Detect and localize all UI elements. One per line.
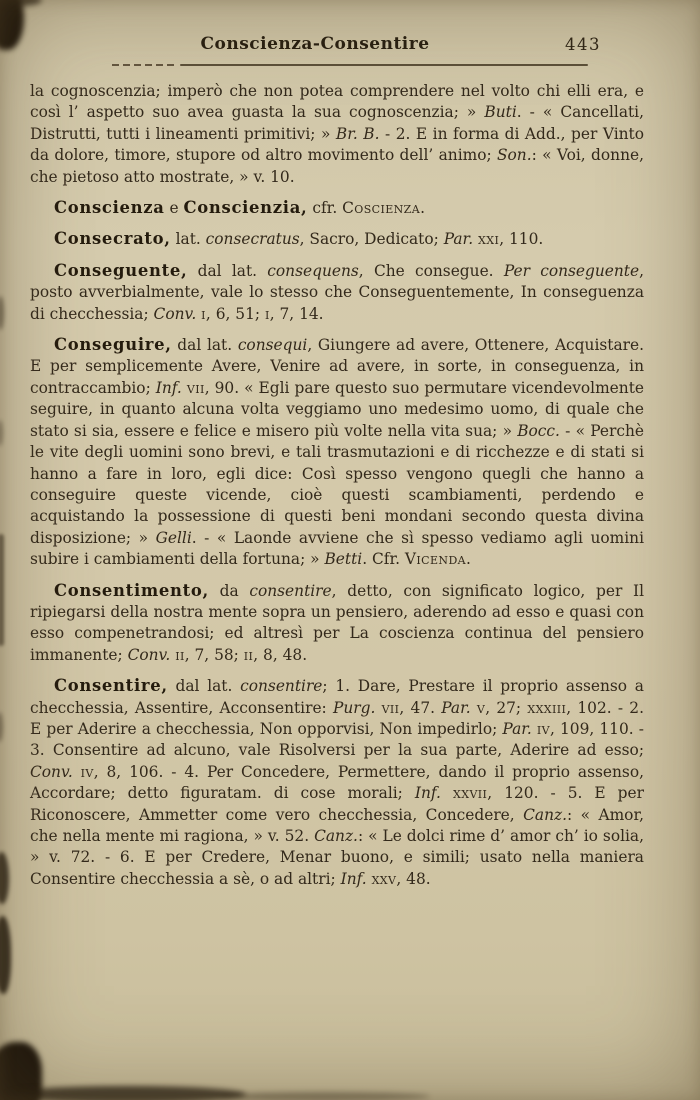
text-run xyxy=(73,763,81,781)
scan-smear-bottom-edge-1 xyxy=(8,1086,246,1100)
text-run: Par. xyxy=(443,230,474,249)
text-run: Conv. xyxy=(30,762,73,781)
text-run: Son. xyxy=(497,146,532,165)
text-run: Per conseguente xyxy=(503,261,640,280)
text-run: . - « Cancellati, Distrutti, tutti i lineamenti primitivi; » xyxy=(30,103,644,143)
text-run: , 120. - 5. E per Riconoscere, Ammetter come vero checchessia, Concedere, xyxy=(30,784,644,824)
text-run: : « Amor, che nella mente mi ragiona, » v. 52. xyxy=(30,805,645,845)
text-run: Bocc. xyxy=(517,421,560,440)
text-run: , 102. - 2. E per Aderire a checchessia, Non opporvisi, Non impedirlo; xyxy=(30,698,644,738)
text-run: xxvii xyxy=(452,784,488,803)
text-run: , Sacro, Dedicato; xyxy=(299,230,444,249)
text-run: Gelli xyxy=(155,528,192,547)
text-run: , 7, 58; xyxy=(184,645,244,664)
text-run: consentire xyxy=(240,677,323,696)
text-run: , 47. xyxy=(399,698,442,717)
text-run: dal lat. xyxy=(187,261,268,280)
scan-streak-left-edge-4 xyxy=(0,712,3,742)
entry-headword: Conseguire, xyxy=(54,335,172,355)
text-run: . Cfr. xyxy=(362,550,405,569)
text-run: Betti xyxy=(324,550,363,569)
entry-headword: Consentimento, xyxy=(54,580,209,600)
text-run: consequens xyxy=(267,261,359,280)
text-run: xxxiii xyxy=(527,698,567,717)
page-body xyxy=(30,81,644,890)
text-run: - 2. E in forma di Add., per Vinto da dolore, timore, stupore od altro movimento dell’ animo; xyxy=(30,124,644,165)
text-run: Purg. xyxy=(332,698,376,717)
entry-headword: Consecrato, xyxy=(54,229,171,249)
text-run: , detto, con significato logico, per Il ripiegarsi della nostra mente sopra un pensiero, aderendo ad esso e quasi con esso compenetrandosi; ed altresì per La coscienza continua del pensiero immanente; xyxy=(30,581,644,664)
paragraph-continuation xyxy=(30,81,644,188)
entry-conseguire xyxy=(30,334,644,570)
text-run: , 6, 51; xyxy=(205,304,265,323)
entry-consentimento xyxy=(30,580,644,667)
text-run: lat. xyxy=(170,230,206,249)
text-run: Br. B. xyxy=(335,124,380,143)
text-run: Buti xyxy=(484,103,517,122)
text-run: ii xyxy=(175,645,185,664)
scan-blotch-left-edge-1 xyxy=(0,852,9,904)
scan-stain-bottom-left-corner xyxy=(0,1042,42,1100)
text-run: i xyxy=(201,304,206,323)
text-run: e xyxy=(164,199,184,218)
text-run: Par. xyxy=(441,698,471,717)
text-run: . xyxy=(466,550,471,569)
text-run: Inf. xyxy=(340,869,367,888)
text-run: , 8, 48. xyxy=(253,645,308,664)
entry-headword: Conscienzia, xyxy=(183,198,308,218)
text-run: consequi xyxy=(237,336,308,355)
entry-headword: Consentire, xyxy=(54,676,168,696)
text-run: Canz. xyxy=(523,805,567,824)
text-run: la cognoscenzia; imperò che non potea comprendere nel volto chi elli era, e così l’ aspetto suo avea guasta la sua cognoscenzia; » xyxy=(30,82,644,122)
entry-headword: Conseguente, xyxy=(54,260,188,280)
text-run xyxy=(441,784,453,802)
text-run: iv xyxy=(536,719,551,738)
text-run: consecratus xyxy=(205,230,300,249)
text-run: ii xyxy=(243,645,254,664)
text-run: ; 1. Dare, Prestare il proprio assenso a checchessia, Assentire, Acconsentire: xyxy=(30,677,644,717)
text-run: , 7, 14. xyxy=(269,304,324,323)
text-run: , 90. « Egli pare questo suo permutare vicendevolmente seguire, in quanto alcuna volta veggiamo uno medesimo uomo, di quale che stato si sia, essere e felice e misero più volte nella vita sua; » xyxy=(30,378,644,440)
text-run: Inf. xyxy=(155,378,182,397)
scan-smear-bottom-edge-2 xyxy=(220,1092,430,1100)
text-run: , 8, 106. - 4. Per Concedere, Permettere, dando il proprio assenso, Accordare; detto figuratam. di cose morali; xyxy=(30,762,644,803)
text-run: da xyxy=(208,581,250,600)
text-run: , 48. xyxy=(396,869,431,888)
text-run: Coscienza xyxy=(342,199,421,218)
text-run: , 110. xyxy=(499,230,544,249)
scan-streak-left-edge-3 xyxy=(0,534,4,646)
text-run: . - « Laonde avviene che sì spesso vediamo agli uomini subire i cambiamenti della fortuna; » xyxy=(30,528,644,569)
text-run: : « Le dolci rime d’ amor ch’ io solia, » v. 72. - 6. E per Credere, Menar buono, e simili; usato nella maniera Consentire checchessia a sè, o ad altri; xyxy=(30,827,644,888)
scan-streak-left-edge-2 xyxy=(0,420,3,446)
text-run: , 27; xyxy=(485,698,528,717)
text-run: dal lat. xyxy=(167,677,241,696)
scan-stain-top-edge xyxy=(0,0,42,6)
page-number: 443 xyxy=(565,35,601,54)
entry-headword: Conscienza xyxy=(54,198,165,218)
text-run: , Giungere ad avere, Ottenere, Acquistare. E per semplicemente Avere, Venire ad avere, in sorte, in conseguenza, in contraccambio; xyxy=(30,336,644,397)
header-rule xyxy=(180,64,588,66)
entry-consentire xyxy=(30,675,644,890)
scan-streak-left-edge-1 xyxy=(0,296,4,330)
text-run: , Che consegue. xyxy=(358,261,504,280)
text-run: vii xyxy=(381,698,400,717)
text-run: dal lat. xyxy=(171,336,238,355)
text-run: Canz. xyxy=(314,827,358,845)
text-run: Par. xyxy=(502,719,532,738)
text-run: xxi xyxy=(478,230,500,249)
scan-blotch-left-edge-2 xyxy=(0,916,11,994)
text-run: - « Perchè le vite degli uomini sono brevi, e tali trasmutazioni e di ricchezze e di stati si hanno a fare in loro, egli dice: Così spesso vengono quegli che hanno a conseguire queste vicende, cioè questi scambiamenti, perdendo e acquistando la possessione di questi beni mondani secondo questa divina disposizione; » xyxy=(30,421,644,547)
text-run: iv xyxy=(80,762,94,781)
entry-consecrato xyxy=(30,228,644,250)
text-run: Inf. xyxy=(414,784,441,803)
text-run: Conv. xyxy=(127,645,171,664)
text-run: Vicenda xyxy=(404,550,467,569)
text-run: , 109, 110. - 3. Consentire ad alcuno, vale Risolversi per la sua parte, Aderire ad esso; xyxy=(30,719,644,760)
entry-conseguente xyxy=(30,260,644,325)
page-header xyxy=(0,34,700,62)
text-run: , posto avverbialmente, vale lo stesso che Conseguentemente, In conseguenza di checchessia; xyxy=(30,261,645,323)
text-run: . xyxy=(420,199,425,218)
text-run: cfr. xyxy=(307,199,343,218)
text-run: i xyxy=(264,304,270,323)
text-run: vii xyxy=(186,378,205,397)
text-run: xxv xyxy=(371,869,397,888)
text-run: consentire xyxy=(249,581,332,600)
text-run: Conv. xyxy=(153,304,197,323)
entry-conscienza xyxy=(30,197,644,219)
header-rule-dashed-fragment xyxy=(112,64,178,66)
running-title: Conscienza-Consentire xyxy=(200,34,430,54)
text-run: : « Voi, donne, che pietoso atto mostrate, » v. 10. xyxy=(30,146,644,186)
text-run: v xyxy=(476,698,486,717)
